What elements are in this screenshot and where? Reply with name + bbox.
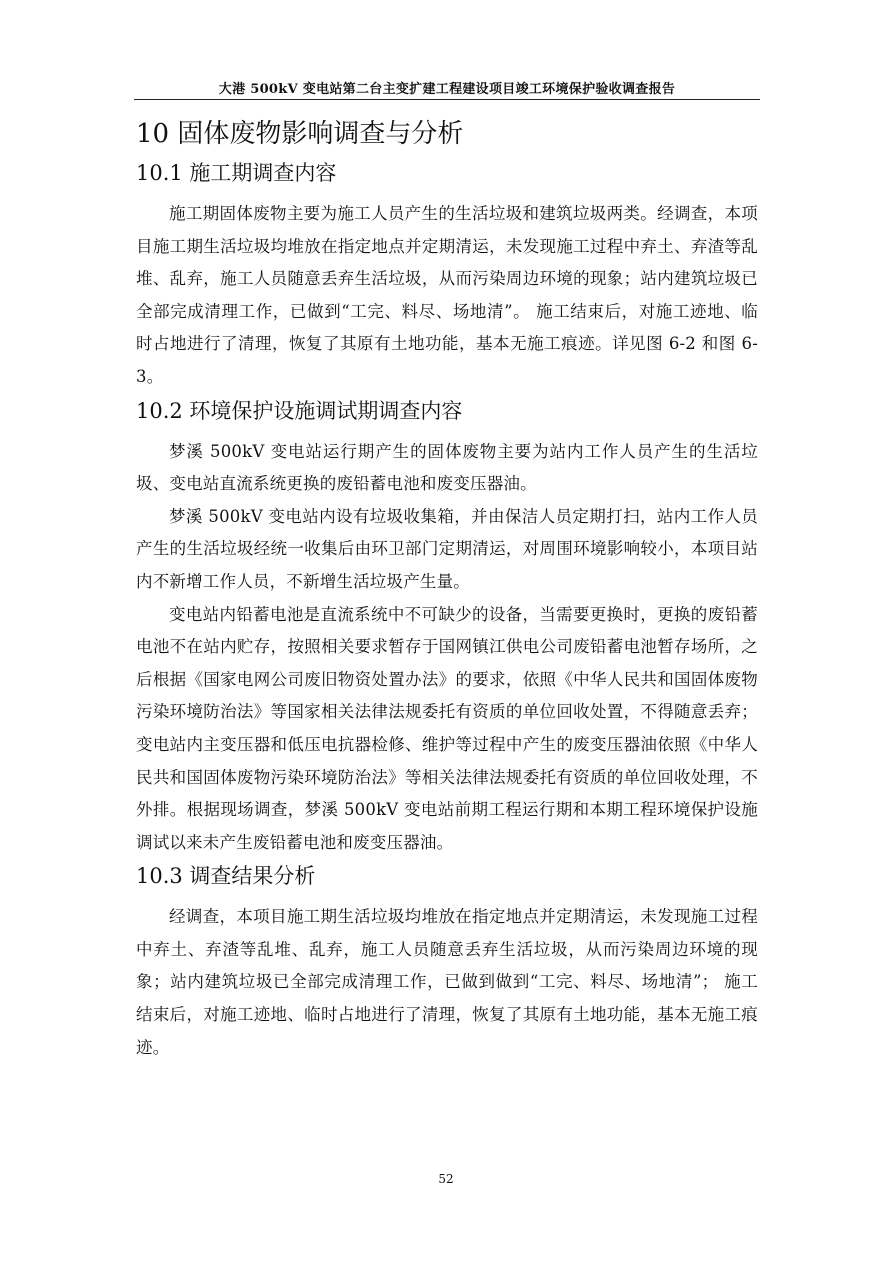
running-header: 大港 500kV 变电站第二台主变扩建工程建设项目竣工环境保护验收调查报告: [218, 82, 676, 97]
paragraph: 经调查，本项目施工期生活垃圾均堆放在指定地点并定期清运，未发现施工过程中弃土、弃渣等乱堆、乱弃，施工人员随意丢弃生活垃圾，从而污染周边环境的现象；站内建筑垃圾已全部完成清理工作，已做到做到“工完、料尽、场地清”； 施工结束后，对施工迹地、临时占地进行了清理，恢复了其原有土地功能，基本无施工痕迹。: [136, 907, 758, 1057]
section-title-10-2: 10.2 环境保护设施调试期调查内容: [136, 398, 463, 423]
paragraph: 变电站内铅蓄电池是直流系统中不可缺少的设备，当需要更换时，更换的废铅蓄电池不在站内贮存，按照相关要求暂存于国网镇江供电公司废铅蓄电池暂存场所，之后根据《国家电网公司废旧物资处置办法》的要求，依照《中华人民共和国固体废物污染环境防治法》等国家相关法律法规委托有资质的单位回收处置，不得随意丢弃；变电站内主变压器和低压电抗器检修、维护等过程中产生的废变压器油依照《中华人民共和国固体废物污染环境防治法》等相关法律法规委托有资质的单位回收处理，不外排。根据现场调查，梦溪 500kV 变电站前期工程运行期和本期工程环境保护设施调试以来未产生废铅蓄电池和废变压器油。: [136, 604, 758, 852]
section-title-10-3: 10.3 调查结果分析: [136, 864, 316, 889]
page-number: 52: [438, 1172, 454, 1186]
section-title-10-1: 10.1 施工期调查内容: [136, 161, 337, 185]
chapter-title: 10 固体废物影响调查与分析: [136, 119, 464, 149]
paragraph: 梦溪 500kV 变电站内设有垃圾收集箱，并由保洁人员定期打扫，站内工作人员产生的生活垃圾经统一收集后由环卫部门定期清运，对周围环境影响较小，本项目站内不新增工作人员，不新增生活垃圾产生量。: [136, 506, 758, 591]
paragraph: 梦溪 500kV 变电站运行期产生的固体废物主要为站内工作人员产生的生活垃圾、变电站直流系统更换的废铅蓄电池和废变压器油。: [136, 441, 758, 494]
header-divider: [134, 99, 760, 100]
paragraph: 施工期固体废物主要为施工人员产生的生活垃圾和建筑垃圾两类。经调查，本项目施工期生活垃圾均堆放在指定地点并定期清运，未发现施工过程中弃土、弃渣等乱堆、乱弃，施工人员随意丢弃生活垃圾，从而污染周边环境的现象；站内建筑垃圾已全部完成清理工作，已做到“工完、料尽、场地清”。 施工结束后，对施工迹地、临时占地进行了清理，恢复了其原有土地功能，基本无施工痕迹。详见图 6-2 和图 6-3。: [136, 204, 758, 386]
page-body: [136, 112, 758, 1064]
